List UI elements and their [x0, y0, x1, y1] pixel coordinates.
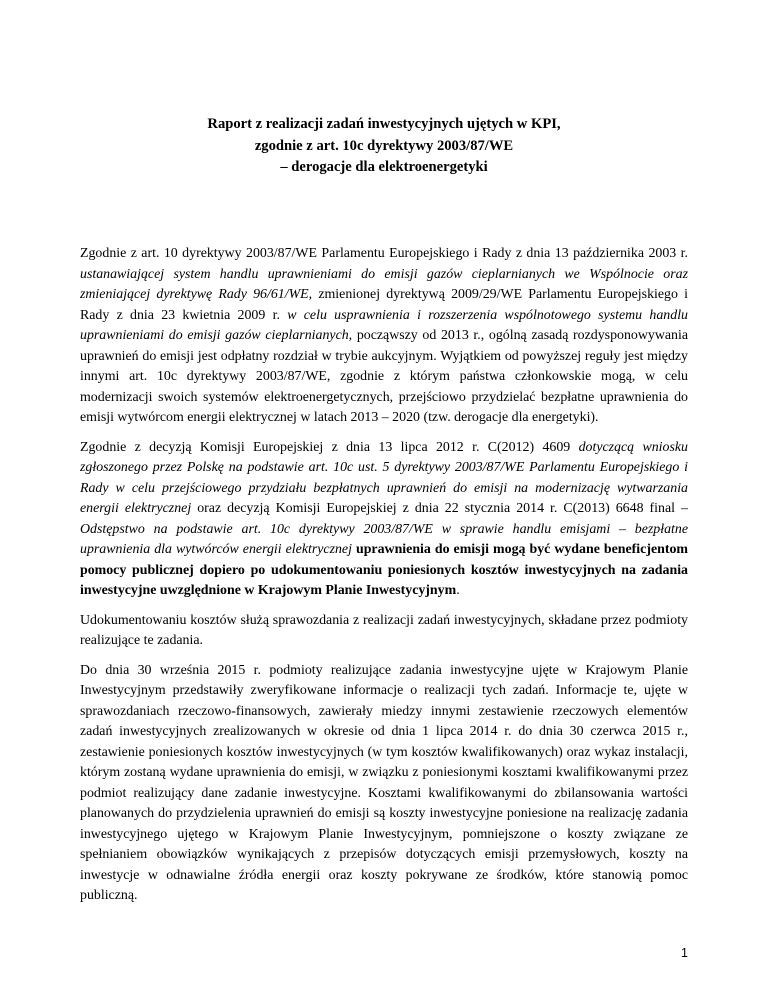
title-line-1: Raport z realizacji zadań inwestycyjnych ujętych w KPI,	[207, 116, 561, 132]
paragraph-3: Udokumentowaniu kosztów służą sprawozdania z realizacji zadań inwestycyjnych, składane przez podmioty realizujące te zadania.	[80, 612, 688, 648]
document-title	[0, 114, 768, 179]
p1-text-a: Zgodnie z art. 10 dyrektywy 2003/87/WE Parlamentu Europejskiego i Rady z dnia 13 października 2003 r.	[80, 246, 688, 261]
p1-italic-d: w celu usprawnienia i rozszerzenia wspólnotowego systemu handlu uprawnieniami do emisji gazów cieplarnianych,	[80, 307, 688, 343]
page-number: 1	[681, 946, 688, 960]
p2-text-a: Zgodnie z decyzją Komisji Europejskiej z dnia 13 lipca 2012 r. C(2012) 4609	[80, 439, 579, 455]
p2-italic-b: dotyczącą wniosku zgłoszonego przez Polskę na podstawie art. 10c ust. 5 dyrektywy 2003/87/WE Parlamentu Europejskiego i Rady w celu przejściowego przydziału bezpłatnych uprawnień do emisji na modernizację wytwarzania energii elektrycznej	[80, 439, 689, 516]
p1-italic-b: ustanawiającej system handlu uprawnieniami do emisji gazów cieplarnianych we Wspólnocie oraz zmieniającej dyrektywę Rady 96/61/WE	[80, 266, 688, 302]
p2-bold-f: uprawnienia do emisji mogą być wydane beneficjentom pomocy publicznej dopiero po udokumentowaniu poniesionych kosztów inwestycyjnych na zadania inwestycyjne uwzględnione w Krajowym Planie Inwestycyjnym	[80, 542, 688, 598]
paragraph-4: Do dnia 30 września 2015 r. podmioty realizujące zadania inwestycyjne ujęte w Krajowym Planie Inwestycyjnym przedstawiły zweryfikowane informacje o realizacji tych zadań. Informacje te, ujęte w sprawozdaniach rzeczowo-finansowych, zawierały miedzy innymi zestawienie rzeczowych elementów zadań inwestycyjnych zrealizowanych w okresie od dnia 1 lipca 2014 r. do dnia 30 czerwca 2015 r., zestawienie poniesionych kosztów inwestycyjnych (w tym kosztów kwalifikowanych) oraz wykaz instalacji, którym zostaną wydane uprawnienia do emisji, w związku z poniesionymi kosztami kwalifikowanymi przez podmiot realizujący dane zadanie inwestycyjne. Kosztami kwalifikowanymi do zbilansowania wartości planowanych do przydzielenia uprawnień do emisji są koszty inwestycyjne poniesione na realizację zadania inwestycyjnego ujętego w Krajowym Planie Inwestycyjnym, pomniejszone o koszty związane ze spełnianiem obowiązków wynikających z przepisów dotyczących emisji przemysłowych, koszty na inwestycje w odnawialne źródła energii oraz koszty pokrywane ze środków, które stanowią pomoc publiczną.	[80, 662, 688, 903]
title-line-2: zgodnie z art. 10c dyrektywy 2003/87/WE	[254, 137, 514, 154]
paragraph-2	[80, 438, 688, 602]
p2-text-g: .	[456, 583, 460, 598]
paragraph-1	[80, 244, 688, 429]
p2-text-c: oraz decyzją Komisji Europejskiej z dnia 22 stycznia 2014 r. C(2013) 6648 final –	[191, 501, 688, 516]
p2-italic-d: Odstępstwo na podstawie art. 10c dyrektywy 2003/87/WE w sprawie handlu emisjami – bezpłatne uprawnienia dla wytwórców energii elektrycznej	[80, 521, 688, 557]
title-line-3: – derogacje dla elektroenergetyki	[280, 159, 488, 175]
p1-text-e: począwszy od 2013 r., ogólną zasadą rozdysponowywania uprawnień do emisji jest odpłatny rozdział w trybie aukcyjnym. Wyjątkiem od powyższej reguły jest między innymi art. 10c dyrektywy 2003/87/WE, zgodnie z którym państwa członkowskie mogą, w celu modernizacji swoich systemów elektroenergetycznych, przejściowo przydzielać bezpłatne uprawnienia do emisji wytwórcom energii elektrycznej w latach 2013 – 2020 (tzw. derogacje dla energetyki).	[80, 328, 689, 425]
p1-text-c: , zmienionej dyrektywą 2009/29/WE Parlamentu Europejskiego i Rady z dnia 23 kwietnia 2009 r.	[80, 287, 688, 323]
document-body	[80, 244, 688, 916]
